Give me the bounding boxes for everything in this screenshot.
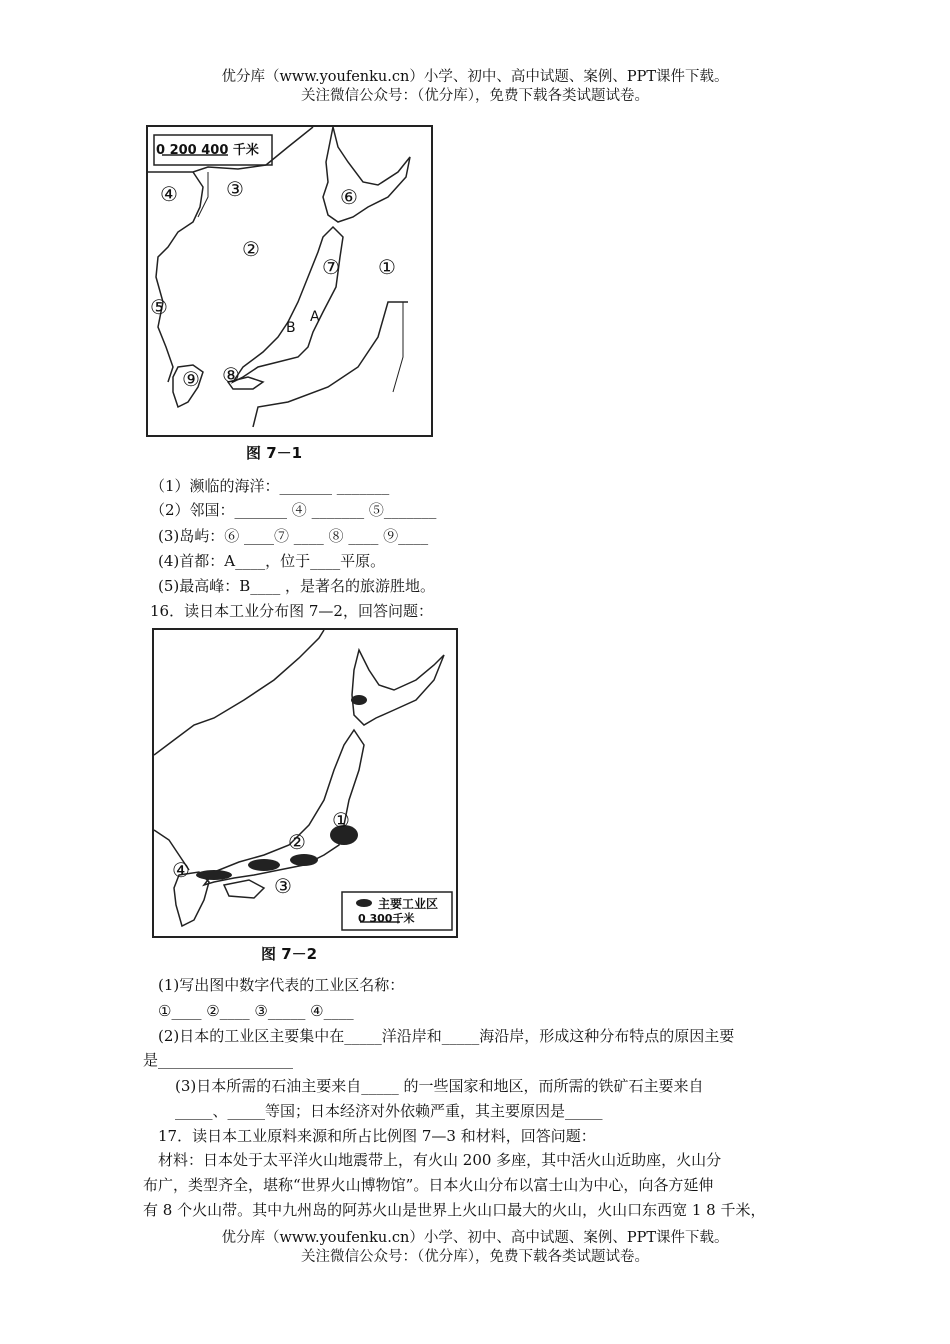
- q15-line-5: (5)最高峰：B____ ，是著名的旅游胜地。: [158, 577, 436, 595]
- header-line-1: 优分库（www.youfenku.cn）小学、初中、高中试题、案例、PPT课件下载。: [221, 69, 729, 85]
- footer-line-2: 关注微信公众号：（优分库），免费下载各类试题试卷。: [301, 1249, 649, 1265]
- map2-label-2: ②: [288, 830, 306, 854]
- header-line-2: 关注微信公众号：（优分库），免费下载各类试题试卷。: [301, 88, 649, 104]
- map1-label-8: ⑧: [222, 363, 240, 387]
- q17-material-line-3: 有 8 个火山带。其中九州岛的阿苏火山是世界上火山口最大的火山，火山口东西宽 1 8 千米，: [143, 1201, 766, 1219]
- q15-line-2: （2）邻国：_______ ④ _______ ⑤_______: [150, 501, 437, 519]
- map1-label-B: B: [286, 320, 296, 336]
- map-figure-7-2: [152, 628, 458, 938]
- q16-line-4: 是__________________: [143, 1051, 294, 1069]
- q16-line-1: (1)写出图中数字代表的工业区名称：: [158, 976, 405, 994]
- q16-line-2: ①____ ②____ ③_____ ④____: [158, 1002, 354, 1020]
- figure-7-1-caption: 图 7－1: [246, 444, 303, 462]
- map1-label-2: ②: [242, 237, 260, 261]
- map2-label-3: ③: [274, 874, 292, 898]
- q15-line-1: （1）濒临的海洋：_______ _______: [150, 477, 390, 495]
- legend-label: 主要工业区: [378, 897, 439, 911]
- q16-line-6: _____、_____等国；日本经济对外依赖严重，其主要原因是_____: [175, 1102, 603, 1120]
- map1-label-3: ③: [226, 177, 244, 201]
- q16-title: 16．读日本工业分布图 7—2，回答问题：: [150, 602, 433, 620]
- map1-label-6: ⑥: [340, 185, 358, 209]
- footer-line-1: 优分库（www.youfenku.cn）小学、初中、高中试题、案例、PPT课件下载。: [221, 1230, 729, 1246]
- map1-label-4: ④: [160, 182, 178, 206]
- q17-material-line-1: 材料：日本处于太平洋火山地震带上，有火山 200 多座，其中活火山近助座，火山分: [158, 1151, 722, 1169]
- figure-7-2-caption: 图 7－2: [261, 945, 318, 963]
- map1-label-9: ⑨: [182, 367, 200, 391]
- map1-label-1: ①: [378, 255, 396, 279]
- japan-map-2: [154, 630, 456, 936]
- map-figure-7-1: [146, 125, 433, 437]
- q17-material-line-2: 布广，类型齐全，堪称“世界火山博物馆”。日本火山分布以富士山为中心，向各方延伸: [143, 1176, 714, 1194]
- legend-scale: 0 300千米: [358, 912, 415, 925]
- q17-title: 17．读日本工业原料来源和所占比例图 7—3 和材料，回答问题：: [158, 1127, 596, 1145]
- q15-line-4: (4)首都：A____，位于____平原。: [158, 552, 386, 570]
- q16-line-5: (3)日本所需的石油主要来自_____ 的一些国家和地区，而所需的铁矿石主要来自: [175, 1077, 704, 1095]
- map2-label-4: ④: [172, 858, 190, 882]
- map1-label-5: ⑤: [150, 295, 168, 319]
- map2-label-1: ①: [332, 808, 350, 832]
- q16-line-3: (2)日本的工业区主要集中在_____洋沿岸和_____海沿岸，形成这种分布特点的原因主要: [158, 1027, 735, 1045]
- map1-label-7: ⑦: [322, 255, 340, 279]
- map1-label-A: A: [310, 309, 320, 325]
- map1-scale-text: 0 200 400 千米: [156, 143, 259, 158]
- q15-line-3: (3)岛屿：⑥ ____⑦ ____ ⑧ ____ ⑨____: [158, 527, 429, 545]
